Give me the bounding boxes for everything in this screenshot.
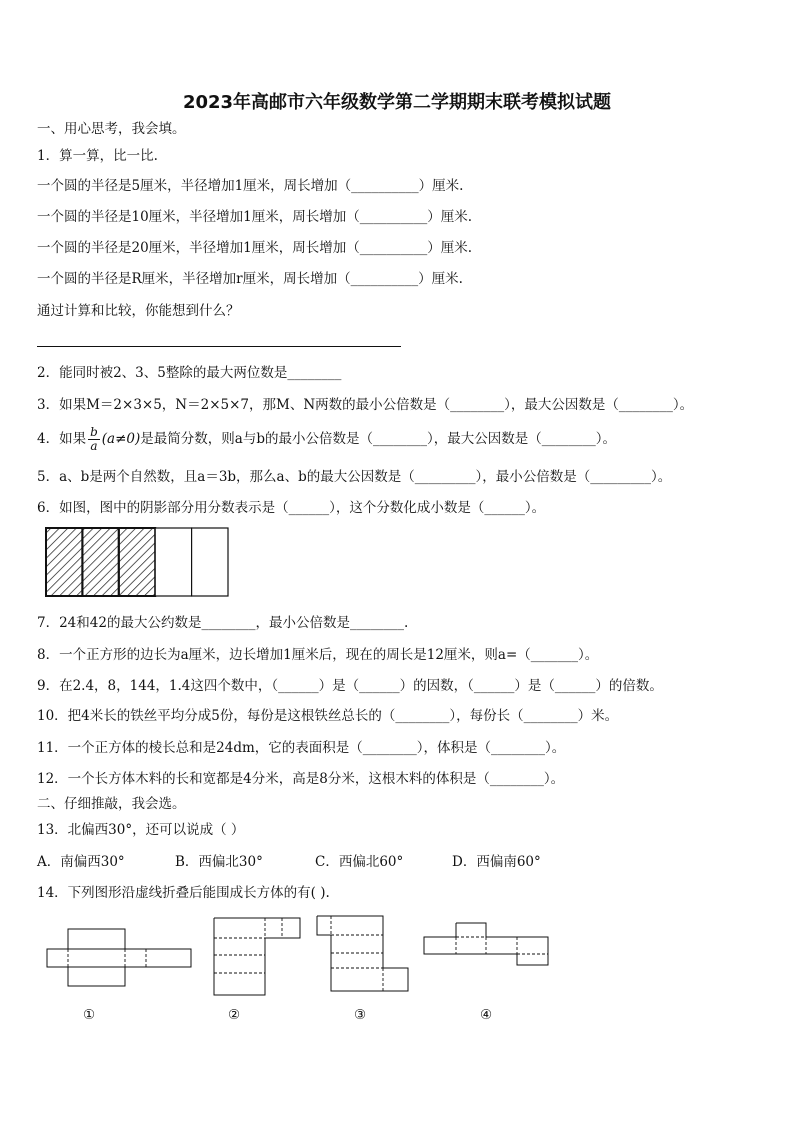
question-9: 9．在2.4，8，144，1.4这四个数中，（______）是（______）的因数，（______）是（______）的倍数。 (37, 678, 663, 694)
question-1-ask: 通过计算和比较，你能想到什么？ (37, 303, 240, 319)
question-4-condition: (a≠0) (101, 431, 141, 447)
question-1-line-2: 一个圆的半径是10厘米，半径增加1厘米，周长增加（__________）厘米. (37, 209, 473, 225)
question-13: 13．北偏西30°，还可以说成（ ） (37, 822, 245, 838)
question-14: 14．下列图形沿虚线折叠后能围成长方体的有( ). (37, 885, 330, 901)
question-1-line-1: 一个圆的半径是5厘米，半径增加1厘米，周长增加（__________）厘米. (37, 178, 464, 194)
question-8: 8．一个正方形的边长为a厘米，边长增加1厘米后，现在的周长是12厘米，则a=（_______）。 (37, 647, 599, 663)
question-11: 11．一个正方体的棱长总和是24dm，它的表面积是（________），体积是（________）。 (37, 740, 566, 756)
shaded-cell (46, 528, 82, 596)
net-label-3: ③ (354, 1007, 367, 1023)
question-5: 5．a、b是两个自然数，且a＝3b，那么a、b的最大公因数是（_________），最小公倍数是（_________）。 (37, 469, 672, 485)
question-4-text: 是最简分数，则a与b的最小公倍数是（________），最大公因数是（________）。 (140, 431, 616, 447)
question-13-option-c: C．西偏北60° (315, 854, 404, 870)
net-figure-2 (210, 915, 305, 999)
net-label-2: ② (228, 1007, 241, 1023)
question-13-option-b: B．西偏北30° (175, 854, 263, 870)
question-12: 12．一个长方体木料的长和宽都是4分米，高是8分米，这根木料的体积是（________）。 (37, 771, 565, 787)
question-1-head: 1．算一算，比一比. (37, 148, 158, 164)
net-label-4: ④ (480, 1007, 493, 1023)
answer-line (37, 346, 401, 347)
unshaded-cell (192, 528, 228, 596)
net-label-1: ① (83, 1007, 96, 1023)
question-4-prefix: 4．如果 (37, 431, 87, 447)
unshaded-cell (155, 528, 191, 596)
question-13-option-a: A．南偏西30° (37, 854, 125, 870)
question-4 (37, 424, 616, 454)
question-3: 3．如果M＝2×3×5，N＝2×5×7，那M、N两数的最小公倍数是（________），最大公因数是（________）。 (37, 397, 694, 413)
net-figure-3 (313, 913, 413, 999)
question-13-option-d: D．西偏南60° (452, 854, 541, 870)
fraction-b-over-a (88, 426, 100, 453)
question-10: 10．把4米长的铁丝平均分成5份，每份是这根铁丝总长的（________），每份长（________）米。 (37, 708, 619, 724)
page-title: 2023年高邮市六年级数学第二学期期末联考模拟试题 (182, 92, 612, 113)
question-6: 6．如图，图中的阴影部分用分数表示是（______），这个分数化成小数是（______）。 (37, 500, 546, 516)
shaded-cell (82, 528, 118, 596)
section-1-heading: 一、用心思考，我会填。 (37, 121, 186, 137)
shaded-cell (119, 528, 155, 596)
fraction-denominator: a (90, 439, 98, 453)
shaded-rectangle-figure (44, 526, 230, 598)
section-2-heading: 二、仔细推敲，我会选。 (37, 796, 186, 812)
fraction-numerator: b (90, 425, 98, 439)
question-7: 7．24和42的最大公约数是________，最小公倍数是________. (37, 615, 409, 631)
net-figure-1 (44, 926, 194, 998)
question-2: 2．能同时被2、3、5整除的最大两位数是________ (37, 365, 342, 381)
net-figure-4 (420, 920, 552, 970)
question-1-line-3: 一个圆的半径是20厘米，半径增加1厘米，周长增加（__________）厘米. (37, 240, 473, 256)
question-1-line-4: 一个圆的半径是R厘米，半径增加r厘米，周长增加（__________）厘米. (37, 271, 463, 287)
